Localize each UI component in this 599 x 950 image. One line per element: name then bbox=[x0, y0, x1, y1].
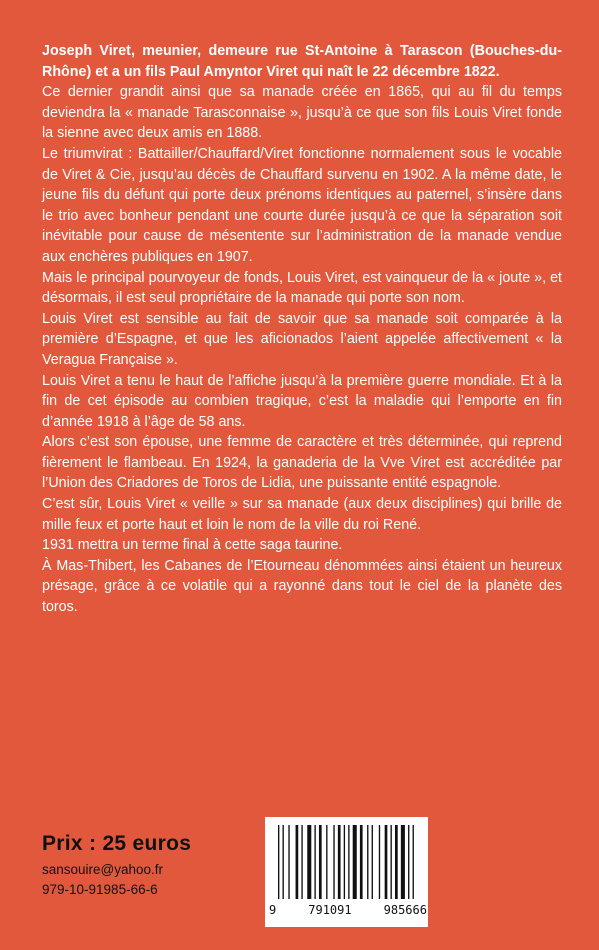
barcode-bar bbox=[408, 825, 409, 899]
paragraph: Le triumvirat : Battailler/Chauffard/Viret fonctionne normalement sous le vocable de Viret & Cie, jusqu’au décès de Chauffard survenu en 1902. A la même date, le jeune fils du défunt qui porte deux prénoms identiques au paternel, s’insère dans le trio avec bonheur pendant une courte durée jusqu’à ce que la séparation soit inévitable pour cause de mésentente sur l’administration de la manade vendue aux enchères publiques en 1907. bbox=[42, 145, 562, 265]
paragraph: 1931 mettra un terme final à cette saga taurine. bbox=[42, 537, 343, 554]
barcode-bar bbox=[283, 825, 284, 899]
barcode-bar bbox=[353, 825, 357, 899]
paragraph: Joseph Viret, meunier, demeure rue St-Antoine à Tarascon (Bouches-du-Rhône) et a un fils Paul Amyntor Viret qui naît le 22 décembre 1822. bbox=[42, 43, 562, 80]
paragraph: Louis Viret a tenu le haut de l’affiche jusqu’à la première guerre mondiale. Et à la fin de cet épisode au combien tragique, c’est la maladie qui l’emporte en fin d’année 1918 à l’âge de 58 ans. bbox=[42, 372, 562, 430]
barcode-bar bbox=[401, 825, 405, 899]
barcode-digits-right: 985666 bbox=[383, 903, 427, 917]
barcode-digit-first: 9 bbox=[269, 903, 277, 917]
price-block bbox=[42, 832, 191, 900]
barcode-bar bbox=[288, 825, 289, 899]
barcode-bar bbox=[367, 825, 368, 899]
barcode-bar bbox=[391, 825, 392, 899]
paragraph: Ce dernier grandit ainsi que sa manade créée en 1865, qui au fil du temps deviendra la « manade Tarasconnaise », jusqu’à ce que son fils Louis Viret fonde la sienne avec deux amis en 1888. bbox=[42, 84, 562, 142]
barcode-bar bbox=[348, 825, 349, 899]
barcode-bar bbox=[314, 825, 315, 899]
barcode-bar bbox=[296, 825, 299, 899]
barcode-bar bbox=[379, 825, 380, 899]
barcode-bar bbox=[372, 825, 373, 899]
barcode-bar bbox=[301, 825, 302, 899]
barcode-digits bbox=[269, 903, 427, 917]
barcode-bar bbox=[338, 825, 341, 899]
barcode-bar bbox=[333, 825, 334, 899]
email-text: sansouire@yahoo.fr bbox=[42, 862, 164, 877]
barcode-bar bbox=[307, 825, 311, 899]
price-label: Prix : 25 euros bbox=[42, 832, 192, 855]
paragraph: Alors c’est son épouse, une femme de caractère et très déterminée, qui reprend fièrement le flambeau. En 1924, la ganaderia de la Vve Viret est accréditée par l’Union des Criadores de Toros de Lidia, une puissante entité espagnole. bbox=[42, 434, 562, 492]
barcode-bar bbox=[413, 825, 414, 899]
barcode-bar bbox=[360, 825, 363, 899]
barcode-digits-left: 791091 bbox=[308, 903, 352, 917]
barcode-bar bbox=[326, 825, 327, 899]
isbn-text: 979-10-91985-66-6 bbox=[42, 882, 158, 897]
barcode-bars bbox=[274, 825, 420, 903]
paragraph: Louis Viret est sensible au fait de savoir que sa manade soit comparée à la première d’Espagne, et que les aficionados l’aient appelée affectivement « la Veragua Française ». bbox=[42, 310, 562, 368]
barcode-bar bbox=[278, 825, 279, 899]
barcode-bar bbox=[385, 825, 388, 899]
back-cover-text bbox=[42, 41, 562, 618]
paragraph: À Mas-Thibert, les Cabanes de l’Etourneau dénommées ainsi étaient un heureux présage, grâce à ce volatile qui a rayonné dans tout le ciel de la planète des toros. bbox=[42, 557, 562, 616]
paragraph: Mais le principal pourvoyeur de fonds, Louis Viret, est vainqueur de la « joute », et désormais, il est seul propriétaire de la manade qui porte son nom. bbox=[42, 269, 562, 307]
paragraph: C’est sûr, Louis Viret « veille » sur sa manade (aux deux disciplines) qui brille de mille feux et porte haut et loin le nom de la ville du roi René. bbox=[42, 496, 562, 533]
barcode-bar bbox=[319, 825, 322, 899]
barcode bbox=[265, 817, 428, 927]
barcode-bar bbox=[344, 825, 345, 899]
barcode-bar bbox=[395, 825, 398, 899]
